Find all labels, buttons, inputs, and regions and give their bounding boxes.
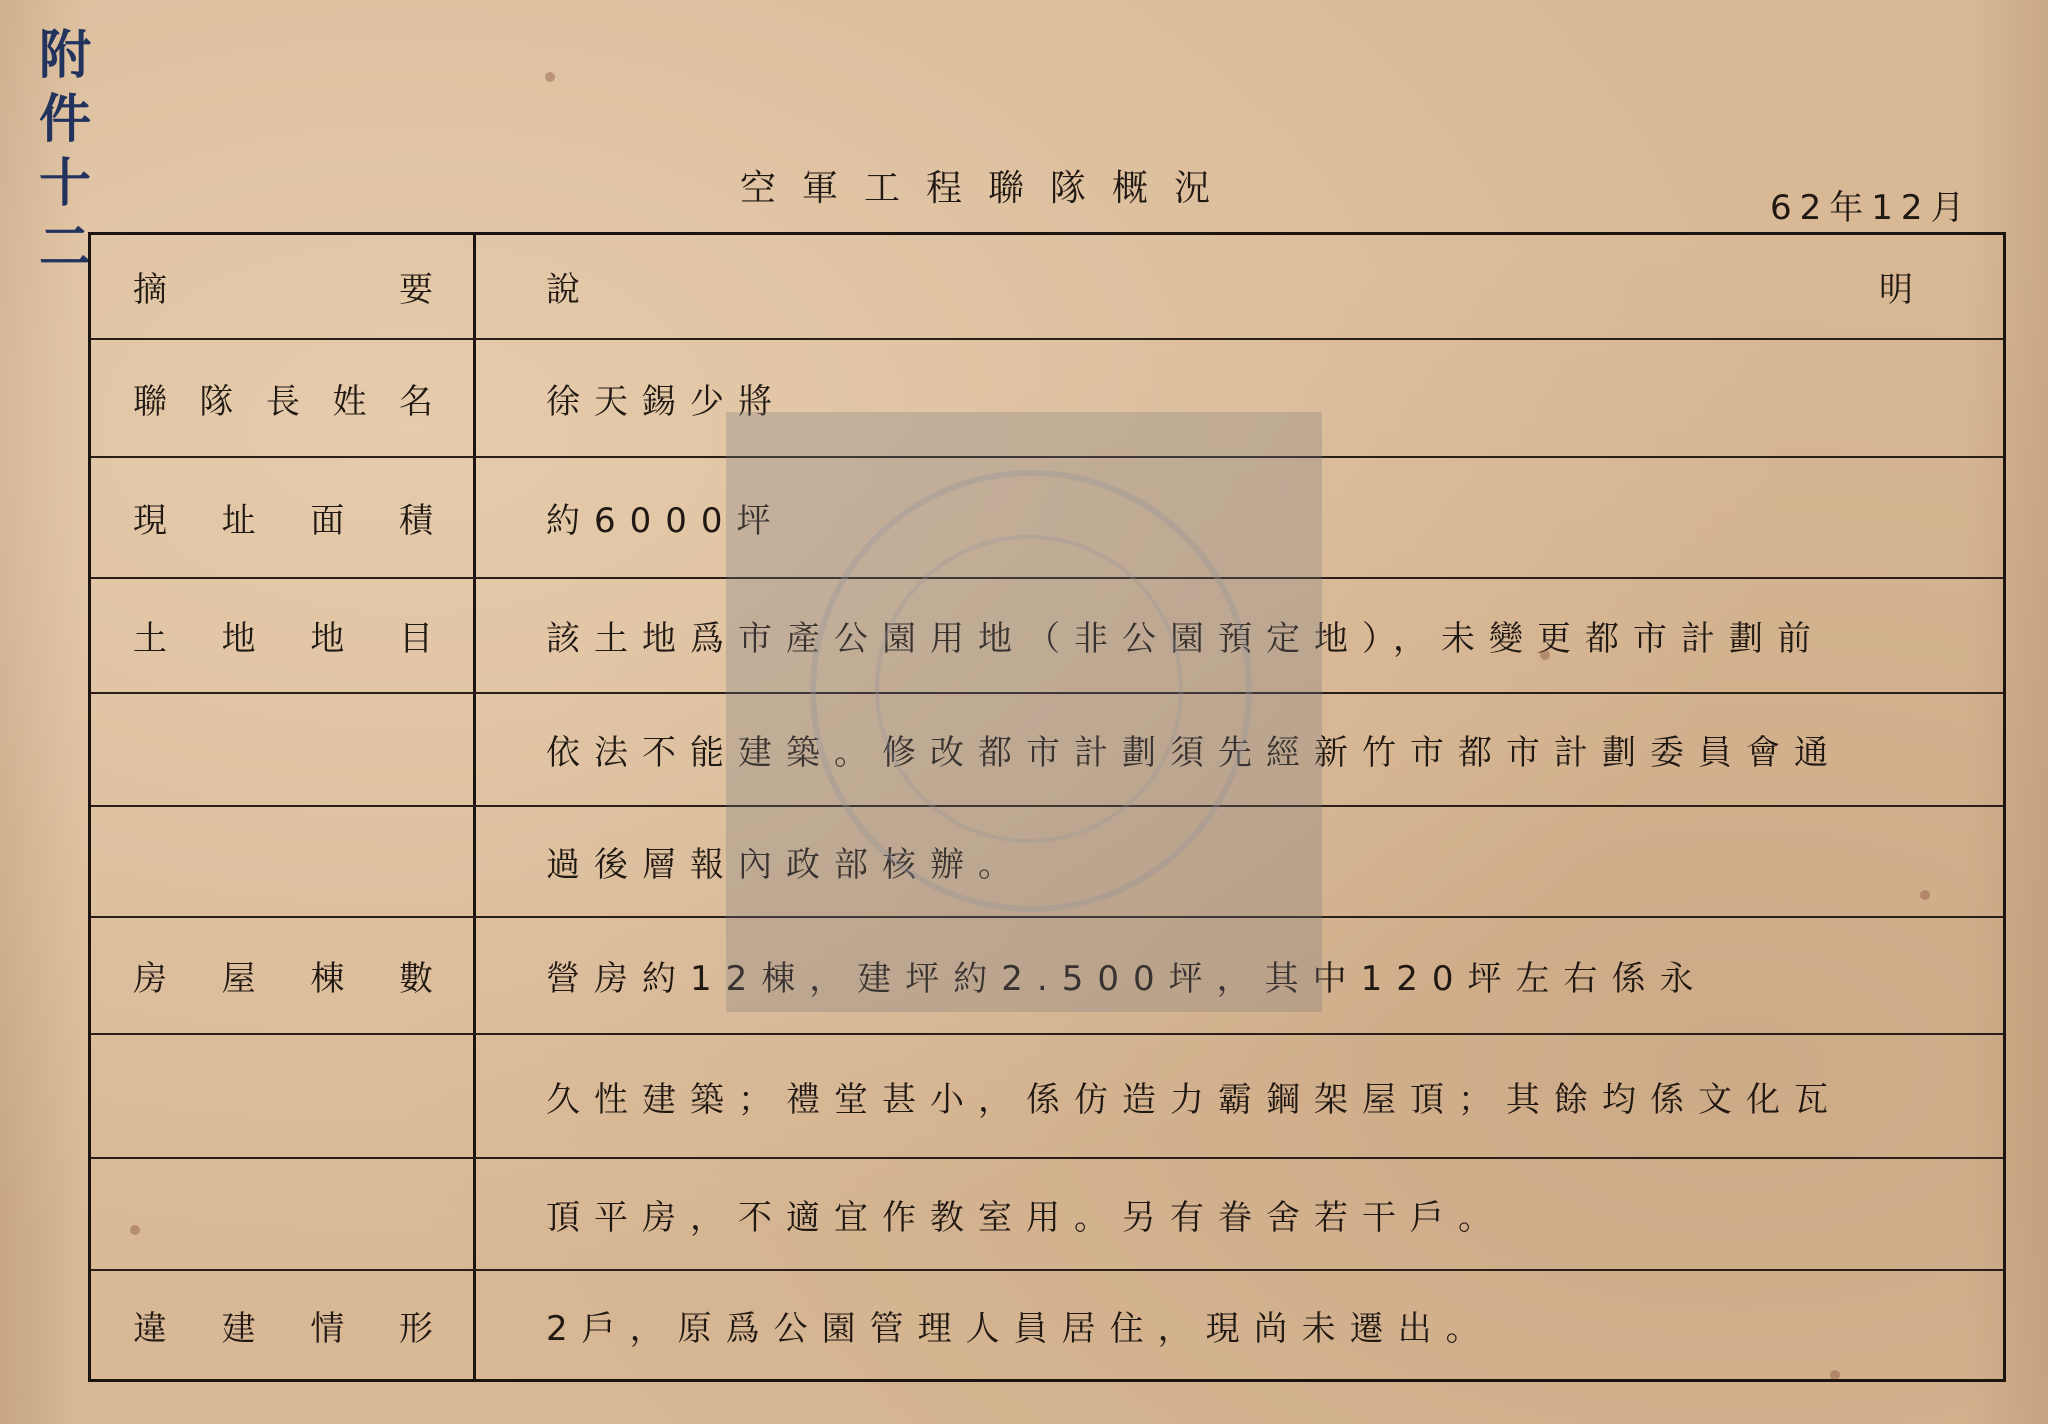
header-summary-label: 摘 要 xyxy=(133,270,433,310)
table-header-row xyxy=(91,235,2003,338)
row-text: 頂平房，不適宜作教室用。另有眷舍若干戶。 xyxy=(546,1197,1506,1238)
table-row xyxy=(91,577,2003,692)
table-row xyxy=(91,1033,2003,1157)
stamp-char-1: 附 xyxy=(38,25,91,86)
stamp-char-3: 十二 xyxy=(38,153,91,278)
row-label: 土 地 地 目 xyxy=(133,619,433,659)
document-date: 62年12月 xyxy=(1770,188,1973,228)
table-row xyxy=(91,1157,2003,1269)
paper-stain xyxy=(1540,650,1550,660)
row-label: 聯 隊 長 姓 名 xyxy=(133,381,433,422)
stamp-char-2: 件 xyxy=(38,89,91,150)
row-label: 房 屋 棟 數 xyxy=(133,959,433,999)
table-row xyxy=(91,1269,2003,1379)
table-row xyxy=(91,338,2003,456)
row-label: 現 址 面 積 xyxy=(133,501,433,541)
table-row xyxy=(91,692,2003,805)
row-text: 徐天錫少將 xyxy=(546,381,786,422)
row-text: 營房約12棟，建坪約2.500坪，其中120坪左右係永 xyxy=(546,959,1708,999)
paper-stain xyxy=(130,1225,140,1235)
header-description-label: 說 明 xyxy=(546,270,1913,310)
paper-stain xyxy=(1920,890,1930,900)
row-text: 依法不能建築。修改都市計劃須先經新竹市都市計劃委員會通 xyxy=(546,733,1842,773)
row-text: 過後層報內政部核辦。 xyxy=(546,845,1026,885)
row-text: 久性建築；禮堂甚小，係仿造力霸鋼架屋頂；其餘均係文化瓦 xyxy=(546,1079,1842,1120)
row-text: 約6000坪 xyxy=(546,501,785,541)
paper-stain xyxy=(545,72,555,82)
row-text: 2戶，原爲公園管理人員居住，現尚未遷出。 xyxy=(546,1308,1494,1349)
document-title: 空軍工程聯隊概況 xyxy=(740,168,1237,209)
table-row xyxy=(91,456,2003,577)
row-label: 違 建 情 形 xyxy=(133,1308,433,1349)
paper-stain xyxy=(1830,1370,1840,1380)
table-row xyxy=(91,916,2003,1033)
table-row xyxy=(91,805,2003,916)
row-text: 該土地爲市產公園用地（非公園預定地），未變更都市計劃前 xyxy=(546,619,1825,659)
overview-table xyxy=(88,232,2006,1382)
